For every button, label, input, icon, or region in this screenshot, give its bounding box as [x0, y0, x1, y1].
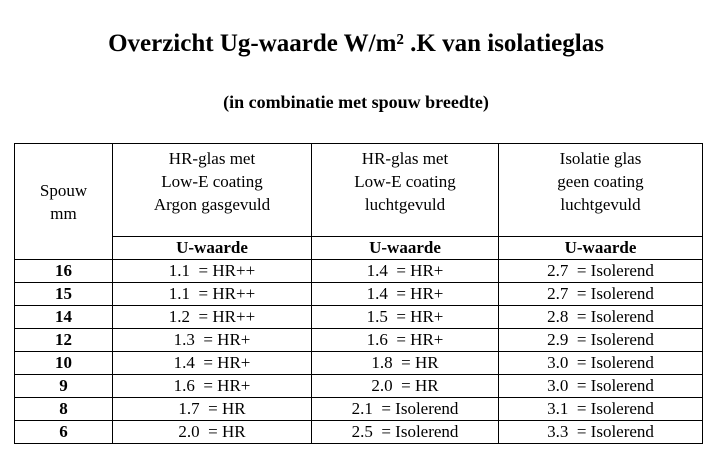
column-header-line: Argon gasgevuld — [153, 195, 271, 214]
cell-text: 3.0 = Isolerend — [547, 376, 654, 395]
table-cell — [312, 329, 499, 352]
table-cell — [312, 283, 499, 306]
table-cell — [113, 375, 312, 398]
column-header-hr-argon — [113, 144, 312, 237]
table-cell — [113, 260, 312, 283]
spouw-value: 9 — [15, 375, 113, 398]
table-cell — [312, 421, 499, 444]
spouw-value: 8 — [15, 398, 113, 421]
table-row — [15, 260, 703, 283]
cell-text: 1.1 = HR++ — [168, 284, 256, 303]
cell-text: 1.2 = HR++ — [168, 307, 256, 326]
cell-text: 1.5 = HR+ — [366, 307, 444, 326]
column-header-line: geen coating — [557, 172, 644, 191]
column-header-line: luchtgevuld — [560, 195, 641, 214]
page-title: Overzicht Ug-waarde W/m² .K van isolatieglas — [108, 30, 604, 57]
table-cell — [312, 306, 499, 329]
u-waarde-subheader: U-waarde — [499, 237, 703, 260]
column-header-hr-lucht — [312, 144, 499, 237]
spouw-value: 12 — [15, 329, 113, 352]
column-header-line: Isolatie glas — [559, 149, 642, 168]
table-cell — [499, 398, 703, 421]
cell-text: 3.1 = Isolerend — [547, 399, 654, 418]
table-cell — [312, 375, 499, 398]
table-cell — [499, 260, 703, 283]
table-row — [15, 375, 703, 398]
table-cell — [499, 306, 703, 329]
cell-text: 1.6 = HR+ — [366, 330, 444, 349]
spouw-header-unit: mm — [50, 203, 77, 223]
cell-text: 2.7 = Isolerend — [547, 261, 654, 280]
table-cell — [499, 329, 703, 352]
cell-text: 2.9 = Isolerend — [547, 330, 654, 349]
cell-text: 1.4 = HR+ — [366, 284, 444, 303]
column-header-line: Low-E coating — [354, 172, 456, 191]
cell-text: 2.0 = HR — [178, 422, 246, 441]
ug-value-table — [14, 143, 703, 444]
u-waarde-subheader: U-waarde — [113, 237, 312, 260]
table-row — [15, 352, 703, 375]
table-row — [15, 398, 703, 421]
table-cell — [312, 398, 499, 421]
spouw-value: 16 — [15, 260, 113, 283]
cell-text: 1.8 = HR — [371, 353, 439, 372]
cell-text: 2.8 = Isolerend — [547, 307, 654, 326]
cell-text: 2.7 = Isolerend — [547, 284, 654, 303]
table-cell — [113, 352, 312, 375]
table-cell — [113, 306, 312, 329]
cell-text: 1.4 = HR+ — [173, 353, 251, 372]
table-cell — [312, 352, 499, 375]
cell-text: 1.7 = HR — [178, 399, 246, 418]
column-header-isolatie — [499, 144, 703, 237]
table-cell — [312, 260, 499, 283]
cell-text: 1.3 = HR+ — [173, 330, 251, 349]
column-header-line: HR-glas met — [168, 149, 256, 168]
table-cell — [499, 375, 703, 398]
table-cell — [113, 329, 312, 352]
spouw-value: 6 — [15, 421, 113, 444]
table-cell — [113, 398, 312, 421]
table-row — [15, 283, 703, 306]
table-cell — [499, 352, 703, 375]
cell-text: 1.1 = HR++ — [168, 261, 256, 280]
table-row — [15, 306, 703, 329]
spouw-header-line: Spouw — [39, 180, 88, 200]
cell-text: 2.1 = Isolerend — [351, 399, 459, 418]
column-header-line: Low-E coating — [161, 172, 263, 191]
column-header-line: luchtgevuld — [364, 195, 446, 214]
cell-text: 1.4 = HR+ — [366, 261, 444, 280]
spouw-header — [15, 144, 113, 260]
page-subtitle: (in combinatie met spouw breedte) — [223, 92, 489, 112]
cell-text: 2.0 = HR — [371, 376, 439, 395]
table-cell — [499, 283, 703, 306]
table-row — [15, 329, 703, 352]
table-row — [15, 421, 703, 444]
column-header-line: HR-glas met — [361, 149, 449, 168]
cell-text: 1.6 = HR+ — [173, 376, 251, 395]
spouw-value: 10 — [15, 352, 113, 375]
u-waarde-subheader: U-waarde — [312, 237, 499, 260]
table-cell — [499, 421, 703, 444]
cell-text: 2.5 = Isolerend — [351, 422, 459, 441]
cell-text: 3.0 = Isolerend — [547, 353, 654, 372]
spouw-value: 14 — [15, 306, 113, 329]
table-cell — [113, 283, 312, 306]
table-cell — [113, 421, 312, 444]
cell-text: 3.3 = Isolerend — [547, 422, 654, 441]
spouw-value: 15 — [15, 283, 113, 306]
